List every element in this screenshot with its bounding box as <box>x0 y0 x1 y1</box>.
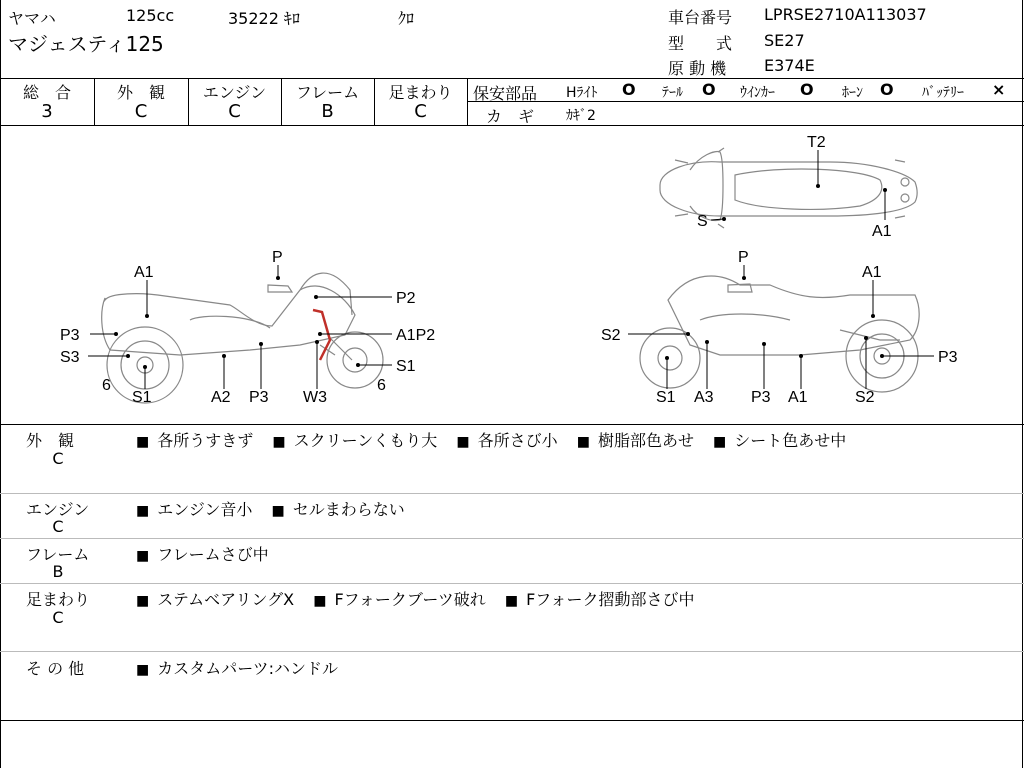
diagram-label: P <box>738 249 749 266</box>
diagram-label: A2 <box>211 389 231 406</box>
key-value: ｶｷﾞ2 <box>566 108 596 124</box>
chassis-label: 車台番号 <box>668 8 733 27</box>
comment-item: ■ カスタムパーツ:ハンドル <box>136 659 338 678</box>
diagram-label: A1 <box>862 264 882 281</box>
diagram-label: A1 <box>872 223 892 240</box>
comment-grade-suspension: C <box>52 608 64 627</box>
comment-title-exterior: 外 観 <box>26 431 75 450</box>
grade-value-exterior: C <box>134 101 148 122</box>
safety-mark-taillight: O <box>702 80 716 99</box>
diagram-label: P3 <box>938 349 958 366</box>
comment-list-suspension <box>136 587 708 610</box>
scooter-left-view-sketch <box>102 273 383 403</box>
divider <box>0 720 1024 721</box>
comment-grade-engine: C <box>52 517 64 536</box>
divider <box>0 424 1024 425</box>
diagram-label: A3 <box>694 389 714 406</box>
divider <box>0 583 1024 584</box>
diagram-label: 6 <box>102 377 111 394</box>
diagram-label: 6 <box>377 377 386 394</box>
maker: ヤマハ <box>8 9 56 28</box>
divider <box>0 493 1024 494</box>
grade-label-suspension: 足まわり <box>388 83 453 102</box>
diagram-label: A1 <box>788 389 808 406</box>
comment-list-engine <box>136 497 419 520</box>
safety-label: 保安部品 <box>473 84 538 103</box>
diagram-label: A1P2 <box>396 327 436 344</box>
comment-item: ■ セルまわらない <box>272 500 405 519</box>
grade-divider <box>467 78 468 125</box>
diagram-label: W3 <box>303 389 327 406</box>
safety-mark-winker: O <box>800 80 814 99</box>
comment-title-frame: フレーム <box>26 545 90 564</box>
comment-list-frame <box>136 542 283 565</box>
safety-mark-battery: × <box>992 80 1006 99</box>
engine-value: E374E <box>764 56 815 75</box>
safety-mark-horn: O <box>880 80 894 99</box>
comment-grade-exterior: C <box>52 449 64 468</box>
diagram-label: S2 <box>855 389 875 406</box>
safety-mark-headlight: O <box>622 80 636 99</box>
engine-label: 原 動 機 <box>668 59 727 78</box>
diagram-label: P3 <box>60 327 80 344</box>
diagram-label: P3 <box>249 389 269 406</box>
comment-item: ■ スクリーンくもり大 <box>272 431 437 450</box>
key-label: カ ギ <box>486 107 535 126</box>
grade-value-frame: B <box>321 101 334 122</box>
comment-item: ■ ステムベアリングX <box>136 590 294 609</box>
grade-value-suspension: C <box>414 101 427 122</box>
divider <box>0 538 1024 539</box>
diagram-label: S1 <box>132 389 152 406</box>
chassis-number: LPRSE2710A113037 <box>764 5 927 24</box>
diagram-label: A1 <box>134 264 154 281</box>
safety-item-battery: ﾊﾞｯﾃﾘｰ <box>922 85 964 101</box>
leader-dots <box>114 184 887 369</box>
comment-title-engine: エンジン <box>26 500 90 519</box>
grade-value-engine: C <box>228 101 241 122</box>
comment-item: ■ シート色あせ中 <box>713 431 846 450</box>
grade-value-overall: 3 <box>41 101 53 122</box>
comment-item: ■ 各所うすきず <box>136 431 253 450</box>
mileage: 35222 ｷﾛ <box>228 9 300 28</box>
diagram-label: S1 <box>656 389 676 406</box>
comment-grade-frame: B <box>52 562 64 581</box>
grade-label-overall: 総 合 <box>22 83 71 102</box>
diagram-label: S3 <box>60 349 80 366</box>
comment-title-other: そ の 他 <box>26 659 85 678</box>
comment-list-other <box>136 656 352 679</box>
body-color: ｸﾛ <box>398 9 415 28</box>
comment-item: ■ 各所さび小 <box>456 431 557 450</box>
leader-lines <box>88 150 934 389</box>
comment-title-suspension: 足まわり <box>26 590 91 609</box>
type-value: SE27 <box>764 31 805 50</box>
divider <box>0 78 1024 79</box>
diagram-label: S1 <box>396 358 416 375</box>
safety-item-taillight: ﾃｰﾙ <box>662 85 683 101</box>
type-label: 型 式 <box>668 34 733 53</box>
grade-label-frame: フレーム <box>295 83 360 102</box>
displacement: 125cc <box>126 6 175 25</box>
grade-label-exterior: 外 観 <box>116 83 165 102</box>
diagram-label: P <box>272 249 283 266</box>
diagram-label: P2 <box>396 290 416 307</box>
safety-item-horn: ﾎｰﾝ <box>842 85 863 101</box>
safety-item-winker: ｳｲﾝｶｰ <box>740 85 775 101</box>
model-name: マジェスティ125 <box>8 32 164 56</box>
comment-list-exterior <box>136 428 860 451</box>
grade-label-engine: エンジン <box>202 83 267 102</box>
comment-item: ■ Fフォークブーツ破れ <box>313 590 486 609</box>
diagram-label: P3 <box>751 389 771 406</box>
comment-item: ■ 樹脂部色あせ <box>577 431 694 450</box>
diagram-label: S <box>697 213 708 230</box>
scooter-diagram <box>0 126 1024 424</box>
diagram-label: T2 <box>807 134 826 151</box>
diagram-label: S2 <box>601 327 621 344</box>
comment-item: ■ フレームさび中 <box>136 545 269 564</box>
safety-item-headlight: Hﾗｲﾄ <box>566 85 598 101</box>
comment-item: ■ エンジン音小 <box>136 500 252 519</box>
divider <box>0 651 1024 652</box>
comment-item: ■ Fフォーク摺動部さび中 <box>505 590 695 609</box>
